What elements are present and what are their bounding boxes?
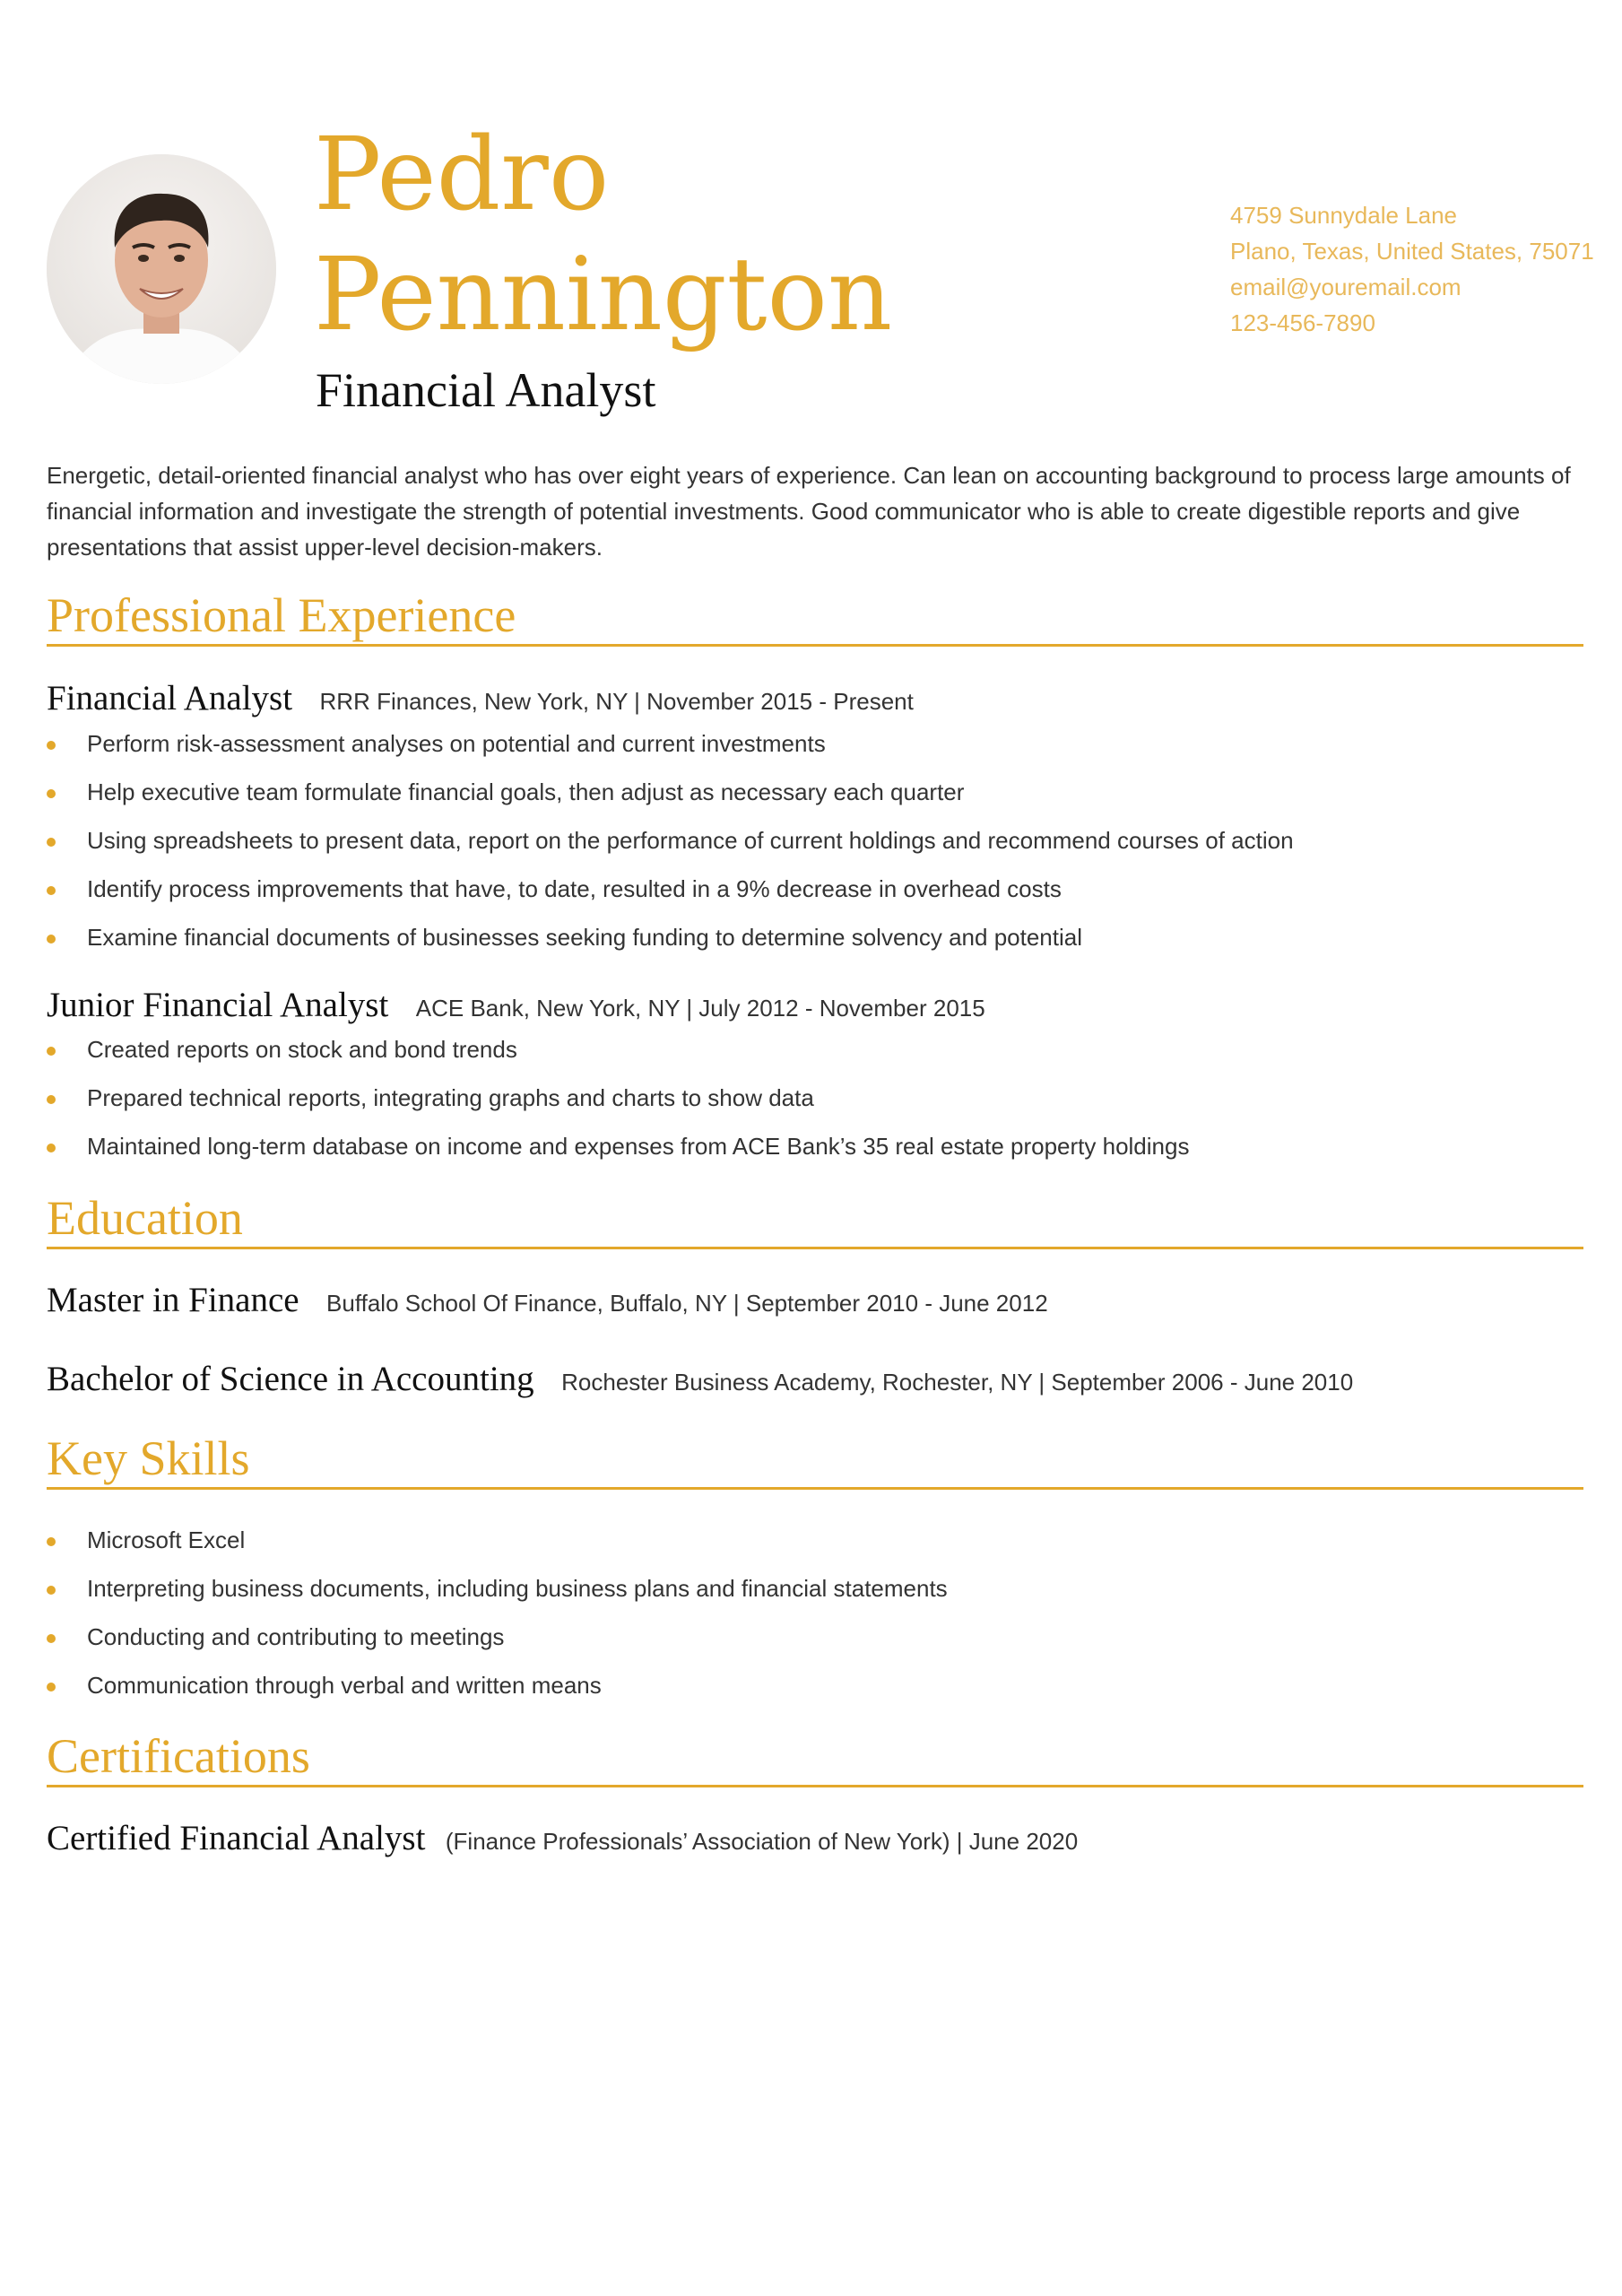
job-2-bullets [47,1031,1189,1177]
bullet-text: Help executive team formulate financial goals, then adjust as necessary each quarter [87,778,965,805]
bullet-text: Microsoft Excel [87,1526,246,1553]
degree-title: Master in Finance [47,1281,299,1319]
bullet-dot [47,741,56,750]
bullet-text: Maintained long-term database on income and expenses from ACE Bank’s 35 real estate property holdings [87,1133,1190,1160]
list-item [47,1522,948,1570]
degree-title: Bachelor of Science in Accounting [47,1360,534,1398]
job-headline: Financial Analyst [316,363,656,417]
job-entry-1 [47,678,914,718]
section-title-experience: Professional Experience [47,588,516,642]
bullet-text: Communication through verbal and written means [87,1672,602,1699]
bullet-dot [47,1683,56,1692]
bullet-dot [47,1537,56,1546]
bullet-text: Prepared technical reports, integrating graphs and charts to show data [87,1084,814,1111]
profile-photo [47,154,276,384]
certification-meta: (Finance Professionals’ Association of New York) | June 2020 [445,1828,1079,1855]
contact-address: 4759 Sunnydale Lane [1230,202,1458,229]
job-title: Junior Financial Analyst [47,986,389,1024]
job-1-bullets [47,726,1294,968]
professional-summary: Energetic, detail-oriented financial analyst who has over eight years of experience. Can lean on accounting background to process large amounts of financial information and investigate the strength of potential investments. Good communicator who is able to create digestible reports and give presentations that assist upper-level decision-makers. [47,462,1571,561]
candidate-name [314,115,892,355]
bullet-dot [47,1144,56,1152]
list-item [47,1667,948,1716]
bullet-text: Perform risk-assessment analyses on potential and current investments [87,730,826,757]
degree-meta: Rochester Business Academy, Rochester, NY | September 2006 - June 2010 [561,1369,1354,1396]
bullet-dot [47,1095,56,1104]
certification-name: Certified Financial Analyst [47,1819,426,1857]
section-divider [47,644,1583,647]
bullet-dot [47,1586,56,1595]
bullet-text: Using spreadsheets to present data, report on the performance of current holdings and recommend courses of action [87,827,1294,854]
list-item [47,919,1294,968]
bullet-text: Identify process improvements that have, to date, resulted in a 9% decrease in overhead costs [87,875,1062,902]
profile-photo-illustration [47,154,276,384]
bullet-text: Conducting and contributing to meetings [87,1623,505,1650]
certification-entry-1 [47,1818,1078,1858]
bullet-dot [47,838,56,847]
job-entry-2 [47,985,985,1025]
section-divider [47,1487,1583,1490]
bullet-dot [47,1047,56,1056]
contact-city: Plano, Texas, United States, 75071 [1230,238,1594,265]
education-entry-1 [47,1280,1048,1320]
job-meta: ACE Bank, New York, NY | July 2012 - November 2015 [415,995,985,1022]
bullet-dot [47,886,56,895]
skills-bullets [47,1522,948,1716]
degree-meta: Buffalo School Of Finance, Buffalo, NY | September 2010 - June 2012 [326,1290,1048,1317]
bullet-text: Created reports on stock and bond trends [87,1036,517,1063]
job-title: Financial Analyst [47,679,293,718]
job-meta: RRR Finances, New York, NY | November 2015 - Present [319,688,914,715]
section-title-education: Education [47,1191,243,1245]
contact-block [1230,197,1594,341]
bullet-text: Interpreting business documents, including business plans and financial statements [87,1575,948,1602]
list-item [47,1128,1189,1177]
contact-email[interactable]: email@youremail.com [1230,274,1462,300]
list-item [47,1570,948,1619]
list-item [47,1031,1189,1080]
section-divider [47,1785,1583,1787]
section-divider [47,1247,1583,1249]
bullet-dot [47,1634,56,1643]
bullet-dot [47,789,56,798]
bullet-dot [47,935,56,944]
contact-phone[interactable]: 123-456-7890 [1230,309,1375,336]
list-item [47,726,1294,774]
list-item [47,1619,948,1667]
first-name: Pedro [314,117,610,233]
section-title-certifications: Certifications [47,1729,310,1783]
list-item [47,1080,1189,1128]
list-item [47,774,1294,822]
bullet-text: Examine financial documents of businesses seeking funding to determine solvency and potential [87,924,1083,951]
last-name: Pennington [314,237,893,353]
list-item [47,871,1294,919]
list-item [47,822,1294,871]
education-entry-2 [47,1359,1353,1399]
section-title-skills: Key Skills [47,1431,250,1485]
